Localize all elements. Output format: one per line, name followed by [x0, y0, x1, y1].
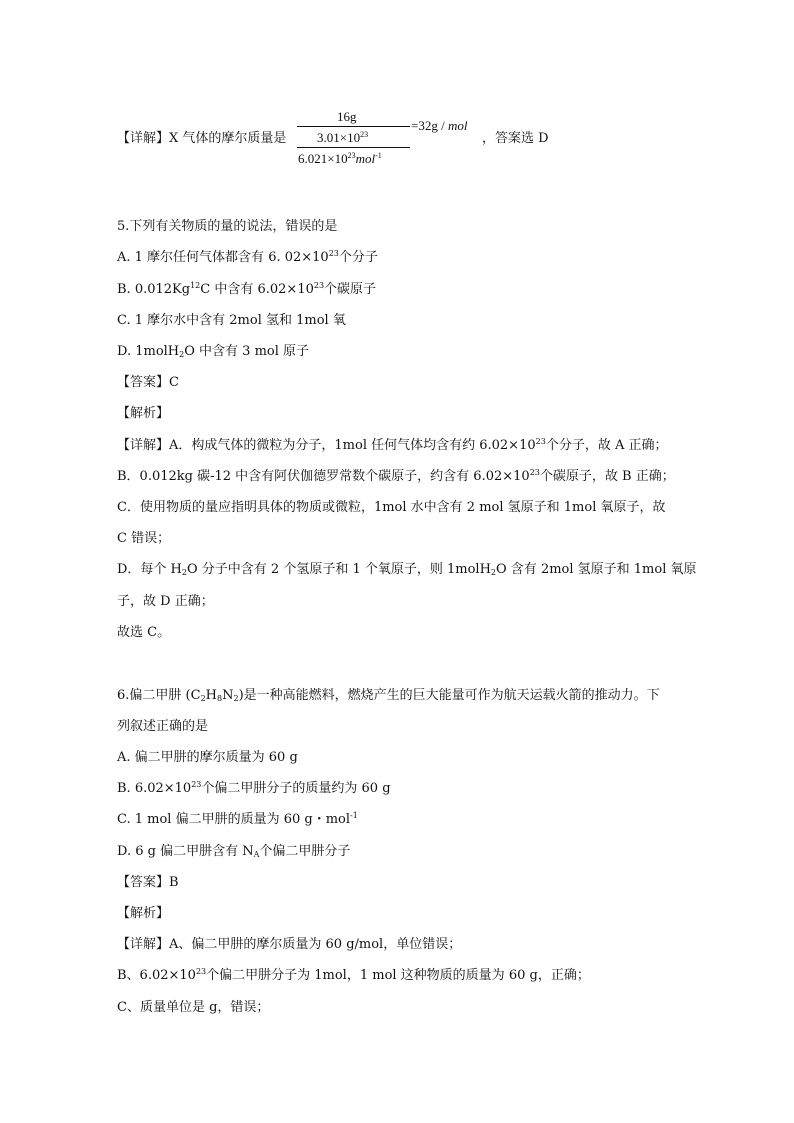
q6-answer: 【答案】B	[117, 875, 179, 890]
q6-stem-line-2: 列叙述正确的是	[117, 719, 209, 734]
q6-detail-line-3: C、质量单位是 g，错误；	[117, 1000, 270, 1015]
q6-option-d: D. 6 g 偏二甲肼含有 $N_A$个偏二甲肼分子	[117, 844, 351, 859]
q5-analysis-label: 【解析】	[117, 406, 170, 421]
q6-detail-line-1: 【详解】A、偏二甲肼的摩尔质量为 60 g/mol，单位错误；	[117, 937, 462, 952]
q5-option-d: D. 1molH$_2$O 中含有 3 mol 原子	[117, 344, 310, 359]
q5-option-c: C. 1 摩尔水中含有 2mol 氢和 1mol 氧	[117, 313, 346, 328]
formula-inner-numerator: $3.01\times 10^{23}$	[317, 130, 369, 145]
q6-option-c: C. 1 mol 偏二甲肼的质量为 60 g・mol$^{-1}$	[117, 811, 358, 827]
q6-option-a: A. 偏二甲肼的摩尔质量为 60 g	[117, 750, 298, 765]
q6-option-b: B. $6.02\times 10^{23}$个偏二甲肼分子的质量约为 60 g	[117, 780, 391, 796]
q5-stem: 5.下列有关物质的量的说法，错误的是	[117, 219, 338, 234]
q5-detail-line-2: B．0.012kg 碳-12 中含有阿伏伽德罗常数个碳原子，约含有 $6.02\times 10^{23}$个碳原子，故 B 正确；	[117, 468, 675, 484]
q5-option-b: B. 0.012Kg$^{12}$C 中含有 $6.02\times 10^{23}$个碳原子	[117, 281, 377, 297]
q5-detail-line-3: C．使用物质的量应指明具体的物质或微粒，1mol 水中含有 2 mol 氢原子和 1mol 氧原子，故	[117, 500, 666, 515]
q5-detail-line-4: C 错误；	[117, 531, 171, 546]
q6-detail-line-2: B、$6.02\times 10^{23}$个偏二甲肼分子为 1mol，1 mol 这种物质的质量为 60 g，正确；	[117, 967, 590, 983]
q5-detail-line-7: 故选 C。	[117, 625, 171, 640]
q6-stem: 6.偏二甲肼 $(C_2H_8N_2)$是一种高能燃料，燃烧产生的巨大能量可作为航天运载火箭的推动力。下	[117, 688, 660, 703]
formula-prefix: 【详解】X 气体的摩尔质量是	[117, 131, 287, 146]
formula-main-fraction-bar	[297, 126, 410, 127]
q5-answer: 【答案】C	[117, 375, 179, 390]
q5-option-a: A. 1 摩尔任何气体都含有 6. $02\times 10^{23}$个分子	[117, 249, 378, 265]
formula-suffix: ，答案选 D	[482, 131, 549, 146]
q5-detail-line-6: 子，故 D 正确；	[117, 594, 214, 609]
q6-analysis-label: 【解析】	[117, 906, 170, 921]
formula-numerator: 16g	[337, 109, 357, 124]
formula-inner-denominator: $6.021\times 10^{23}mol^{-1}$	[298, 151, 382, 166]
q5-detail-line-1: 【详解】A．构成气体的微粒为分子，1mol 任何气体均含有约 $6.02\times 10^{23}$个分子，故 A 正确；	[117, 437, 668, 453]
formula-result: =32g / mol	[411, 118, 468, 133]
q5-detail-line-5: D．每个 $H_2O$ 分子中含有 2 个氢原子和 1 个氧原子，则 1molH$_2$O 含有 2mol 氢原子和 1mol 氧原	[117, 562, 697, 577]
formula-inner-fraction-bar	[297, 147, 410, 148]
